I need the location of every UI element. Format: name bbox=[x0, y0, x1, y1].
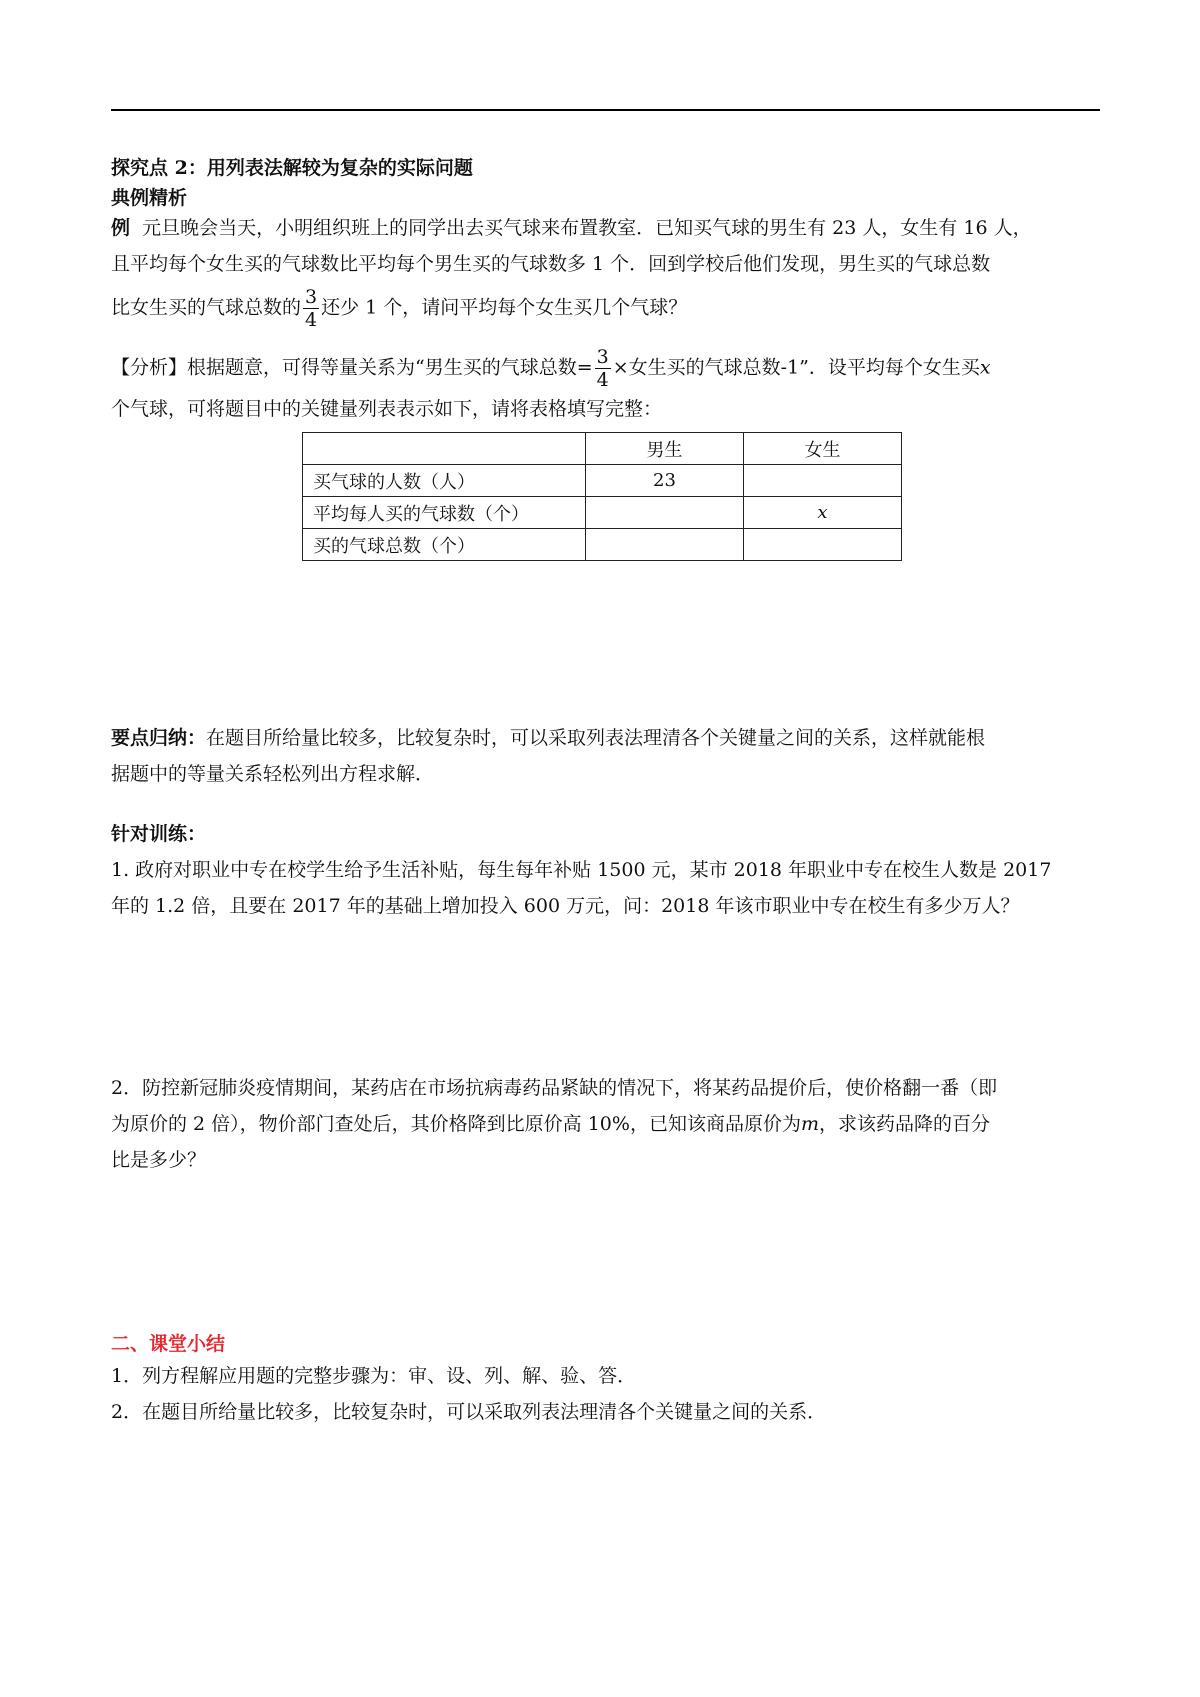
analysis-fraction-denominator: 4 bbox=[596, 369, 609, 391]
example-line-3 bbox=[111, 286, 1100, 331]
summary-list bbox=[111, 1358, 1100, 1430]
table-cell bbox=[586, 529, 744, 561]
question-1-line-1: 1. 政府对职业中专在校学生给予生活补贴，每生每年补贴 1500 元，某市 2018 年职业中专在校生人数是 2017 bbox=[111, 859, 1052, 881]
variable-x: x bbox=[979, 356, 991, 379]
table-cell bbox=[586, 497, 744, 529]
summary-item: 1．列方程解应用题的完整步骤为：审、设、列、解、验、答． bbox=[111, 1365, 637, 1387]
question-2-line-1: 2．防控新冠肺炎疫情期间，某药店在市场抗病毒药品紧缺的情况下，将某药品提价后，使价格翻一番（即 bbox=[111, 1077, 998, 1099]
question-2-line-3: 比是多少？ bbox=[111, 1149, 207, 1171]
balloon-table bbox=[302, 432, 902, 561]
analysis-line-2: 个气球，可将题目中的关键量列表表示如下，请将表格填写完整： bbox=[111, 398, 663, 420]
analysis-line-1-after: ×女生买的气球总数-1”．设平均每个女生买 bbox=[612, 356, 980, 379]
table-cell bbox=[744, 529, 902, 561]
table-header-cell bbox=[303, 433, 586, 465]
table-header-row bbox=[303, 433, 902, 465]
table-header-cell: 女生 bbox=[744, 433, 902, 465]
practice-label: 针对训练： bbox=[111, 823, 207, 845]
practice-question-1 bbox=[111, 852, 1100, 924]
table-cell bbox=[744, 465, 902, 497]
example-line-1-text: 元旦晚会当天，小明组织班上的同学出去买气球来布置教室．已知买气球的男生有 23 人，女生有 16 人， bbox=[142, 217, 1032, 239]
analysis-fraction bbox=[595, 346, 611, 391]
key-points-label: 要点归纳： bbox=[111, 727, 207, 749]
analysis-paragraph bbox=[111, 346, 1100, 427]
table-cell: 买气球的人数（人） bbox=[303, 465, 586, 497]
table-row bbox=[303, 529, 902, 561]
analysis-fraction-numerator: 3 bbox=[596, 346, 609, 368]
key-points-line-1 bbox=[111, 720, 1100, 756]
fraction-numerator: 3 bbox=[305, 286, 318, 308]
table-cell: 23 bbox=[586, 465, 744, 497]
top-rule bbox=[111, 109, 1100, 111]
summary-heading: 二、课堂小结 bbox=[111, 1333, 226, 1355]
table-cell: 买的气球总数（个） bbox=[303, 529, 586, 561]
table-cell: 平均每人买的气球数（个） bbox=[303, 497, 586, 529]
example-tag: 例 bbox=[111, 217, 131, 239]
example-line-2: 且平均每个女生买的气球数比平均每个男生买的气球数多 1 个．回到学校后他们发现，男生买的气球总数 bbox=[111, 253, 991, 275]
table-cell: x bbox=[744, 497, 902, 529]
analysis-line-1 bbox=[111, 346, 1100, 391]
key-points bbox=[111, 720, 1100, 792]
question-1-line-2: 年的 1.2 倍，且要在 2017 年的基础上增加投入 600 万元，问：2018 年该市职业中专在校生有多少万人？ bbox=[111, 895, 1020, 917]
fraction-denominator: 4 bbox=[305, 309, 318, 331]
practice-question-2 bbox=[111, 1070, 1100, 1178]
table-row bbox=[303, 497, 902, 529]
fraction-three-quarters bbox=[303, 286, 319, 331]
question-2-line-2-after: ，求该药品降的百分 bbox=[818, 1113, 990, 1135]
example-line-1 bbox=[111, 210, 1100, 246]
section-subheading: 典例精析 bbox=[111, 187, 188, 209]
table-row bbox=[303, 465, 902, 497]
example-line-3-after: 还少 1 个，请问平均每个女生买几个气球？ bbox=[321, 296, 688, 319]
analysis-line-1-before: 【分析】根据题意，可得等量关系为“男生买的气球总数= bbox=[111, 356, 593, 379]
example-line-3-before: 比女生买的气球总数的 bbox=[111, 296, 302, 319]
key-points-text-1: 在题目所给量比较多，比较复杂时，可以采取列表法理清各个关键量之间的关系，这样就能根 bbox=[206, 727, 986, 749]
question-2-line-2 bbox=[111, 1106, 1100, 1142]
key-points-line-2: 据题中的等量关系轻松列出方程求解． bbox=[111, 763, 435, 785]
section-heading: 探究点 2：用列表法解较为复杂的实际问题 bbox=[111, 157, 473, 179]
variable-m: m bbox=[800, 1113, 819, 1135]
table-header-cell: 男生 bbox=[586, 433, 744, 465]
summary-item: 2．在题目所给量比较多，比较复杂时，可以采取列表法理清各个关键量之间的关系． bbox=[111, 1401, 827, 1423]
question-2-line-2-before: 为原价的 2 倍），物价部门查处后，其价格降到比原价高 10%，已知该商品原价为 bbox=[111, 1113, 801, 1135]
example-paragraph bbox=[111, 210, 1100, 331]
